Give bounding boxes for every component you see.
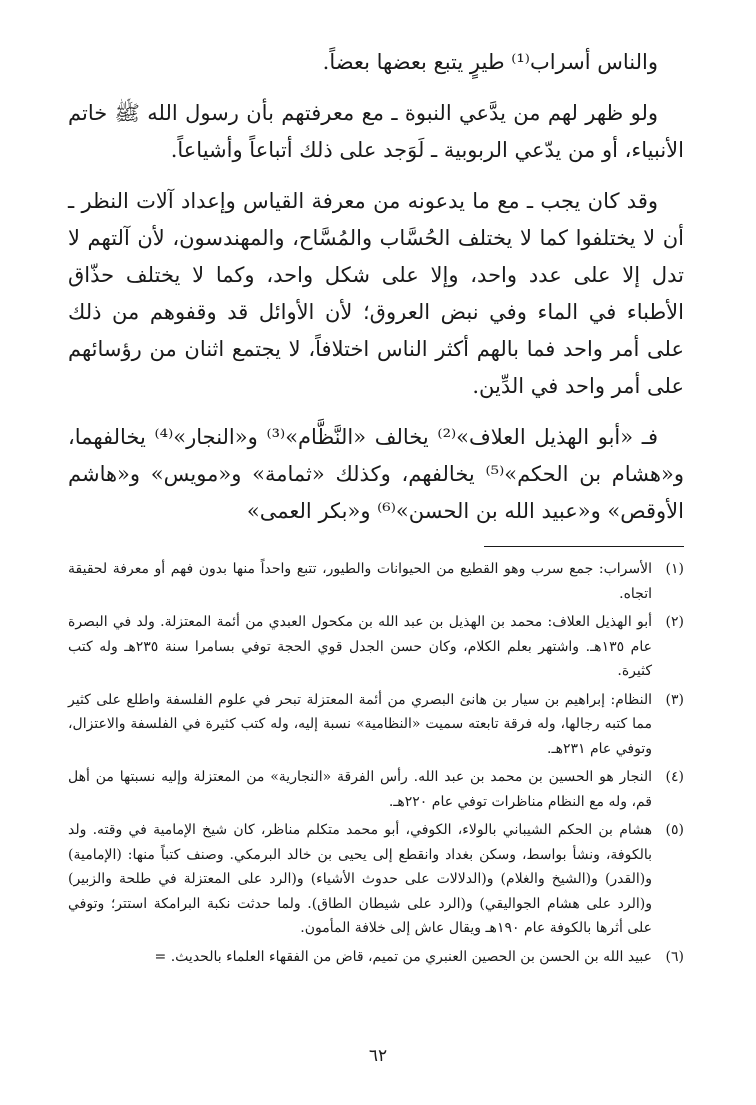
paragraph: ولو ظهر لهم من يدَّعي النبوة ـ مع معرفتهم بأن رسول الله ﷺ خاتم الأنبياء، أو من يدّعي الربوبية ـ لَوَجد على ذلك أتباعاً وأشياعاً.	[68, 101, 684, 162]
footnote-text: أبو الهذيل العلاف: محمد بن الهذيل بن عبد الله بن مكحول العبدي من أئمة المعتزلة. ولد في البصرة عام ١٣٥هـ. واشتهر بعلم الكلام، وكان حسن الجدل قوي الحجة توفي بسامرا سنة ٢٣٥هـ وله كتب كثيرة.	[68, 614, 652, 679]
paragraph: فـ «أبو الهذيل العلاف»⁽²⁾ يخالف «النَّظَّام»⁽³⁾ و«النجار»⁽⁴⁾ يخالفهما، و«هشام بن الحكم»⁽⁵⁾ يخالفهم، وكذلك «ثمامة» و«مويس» و«هاشم الأوقص» و«عبيد الله بن الحسن»⁽⁶⁾ و«بكر العمى»	[68, 425, 684, 523]
footnote-text: هشام بن الحكم الشيباني بالولاء، الكوفي، أبو محمد متكلم مناظر، كان شيخ الإمامية في وقته. ولد بالكوفة، ونشأ بواسط، وسكن بغداد وانقطع إلى يحيى بن خالد البرمكي. وصنف كتباً منها: (الإمامية) و(القدر) و(الشيخ والغلام) و(الدلالات على حدوث الأشياء) و(الرد على المعتزلة في طلحة والزبير) و(الرد على هشام الجواليقي) و(الرد على شيطان الطاق). ولما حدثت نكبة البرامكة استتر؛ وتوفي على أثرها بالكوفة عام ١٩٠هـ ويقال عاش إلى خلافة المأمون.	[68, 822, 652, 936]
footnote	[68, 818, 684, 941]
footnote-number: (٣)	[665, 691, 684, 708]
footnote-number: (٢)	[665, 614, 684, 630]
footnote	[68, 557, 684, 606]
footnote-text: النجار هو الحسين بن محمد بن عبد الله. رأس الفرقة «النجارية» من المعتزلة وإليه نسبتها من أهل قم، وله مع النظام مناظرات توفي عام ٢٢٠هـ.	[68, 769, 652, 810]
paragraph: وقد كان يجب ـ مع ما يدعونه من معرفة القياس وإعداد آلات النظر ـ أن لا يختلفوا كما لا يختلف الحُسَّاب والمُسَّاح، والمهندسون، لأن آلتهم لا تدل إلا على عدد واحد، وإلا على شكل واحد، وكما لا يختلف حذّاق الأطباء في الماء وفي نبض العروق؛ لأن الأوائل قد وقفوهم من ذلك على أمر واحد فما بالهم أكثر الناس اختلافاً، لا يجتمع اثنان من رؤسائهم على أمر واحد في الدِّين.	[68, 189, 684, 398]
main-text	[68, 44, 684, 530]
footnote	[68, 765, 684, 814]
footnotes	[68, 557, 684, 969]
footnote	[68, 610, 684, 684]
page-body	[68, 44, 684, 973]
footnote-separator	[484, 546, 684, 547]
footnote-number: (٤)	[665, 769, 684, 785]
footnote-text: عبيد الله بن الحسن بن الحصين العنبري من تميم، قاض من الفقهاء العلماء بالحديث. =	[154, 948, 652, 965]
footnote-text: الأسراب: جمع سرب وهو القطيع من الحيوانات والطيور، تتبع واحداً منها بدون فهم أو معرفة لحقيقة اتجاه.	[68, 561, 652, 602]
footnote	[68, 688, 684, 762]
footnote-number: (٥)	[665, 822, 684, 838]
paragraph: والناس أسراب⁽¹⁾ طيرٍ يتبع بعضها بعضاً.	[322, 50, 658, 74]
footnote	[68, 945, 684, 970]
page-number: ٦٢	[368, 1046, 388, 1066]
footnote-number: (١)	[665, 561, 684, 577]
footnote-number: (٦)	[665, 948, 684, 965]
footnote-text: النظام: إبراهيم بن سيار بن هانئ البصري من أئمة المعتزلة تبحر في علوم الفلسفة واطلع على كثير مما كتبه رجالها، وله فرقة تابعته سميت «النظامية» نسبة إليه، وله كتب كثيرة في الفلسفة والاعتزال، وتوفي عام ٢٣١هـ.	[68, 691, 652, 757]
